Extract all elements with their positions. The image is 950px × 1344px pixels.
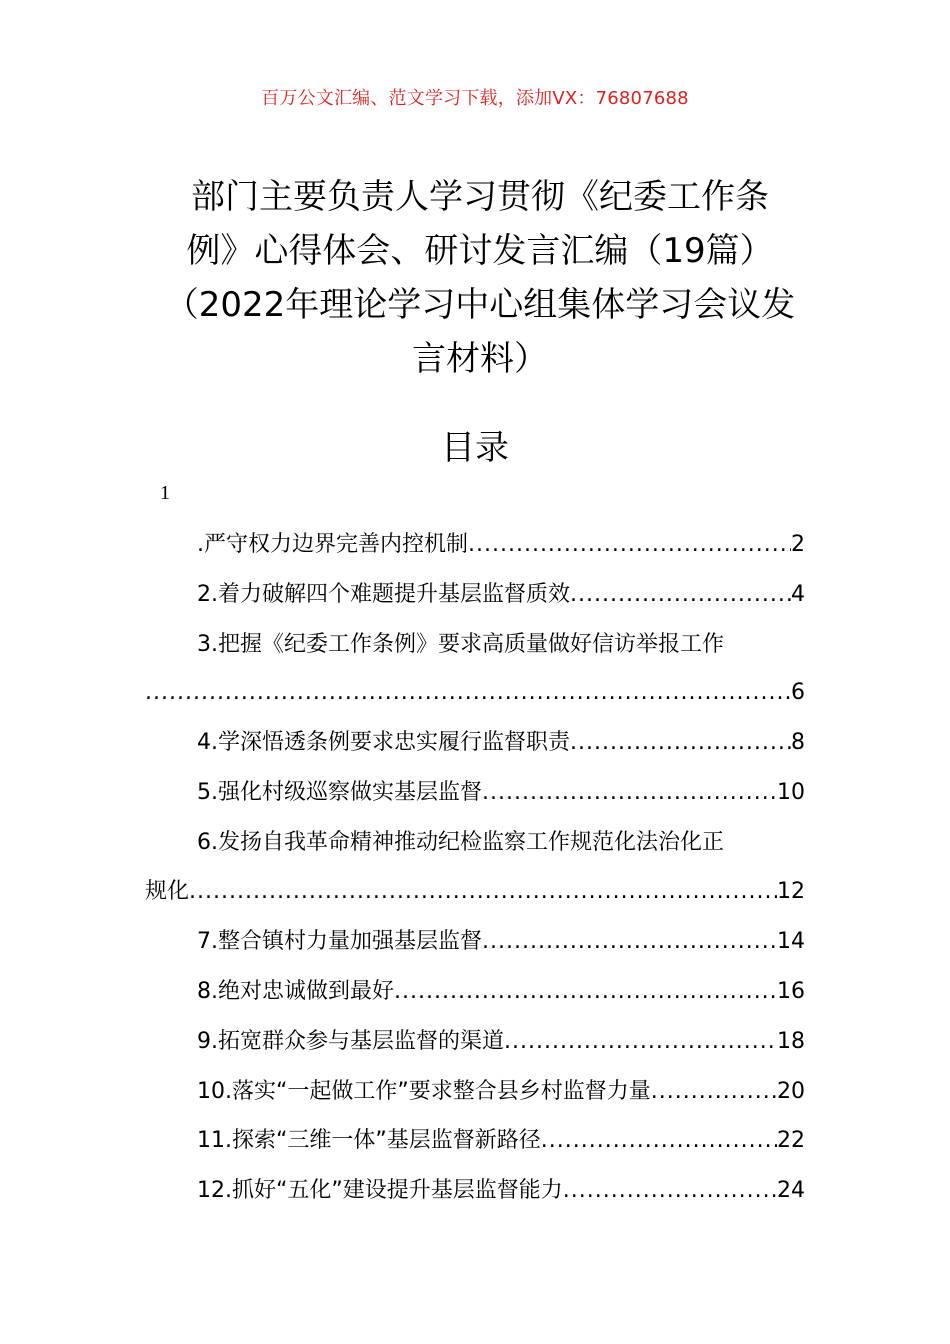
toc-entry-continuation[interactable] xyxy=(145,875,805,909)
toc-entry-page: 12 xyxy=(777,879,805,904)
toc-entry-title: 9.拓宽群众参与基层监督的渠道 xyxy=(197,1029,504,1054)
toc-entry[interactable] xyxy=(145,1174,805,1208)
toc-entry-title: 6.发扬自我革命精神推动纪检监察工作规范化法治化正 xyxy=(197,830,724,855)
toc-entry-title: 7.整合镇村力量加强基层监督 xyxy=(197,929,482,954)
toc-entry[interactable] xyxy=(145,578,805,612)
leader-dots xyxy=(563,1174,777,1208)
toc-entry[interactable] xyxy=(145,925,805,959)
toc-entry-title: 8.绝对忠诚做到最好 xyxy=(197,979,394,1004)
toc-entry-title: 12.抓好“五化”建设提升基层监督能力 xyxy=(197,1178,563,1203)
title-line: （2022年理论学习中心组集体学习会议发 xyxy=(164,285,796,325)
toc-entry[interactable] xyxy=(145,726,805,760)
toc-stray-number: 1 xyxy=(160,482,170,504)
toc-entry-page: 22 xyxy=(777,1128,805,1153)
toc-entry-continuation[interactable] xyxy=(145,676,805,710)
leader-dots xyxy=(504,1025,777,1059)
toc-entry-page: 4 xyxy=(791,582,805,607)
toc-entry[interactable] xyxy=(145,628,805,662)
leader-dots xyxy=(482,776,777,810)
title-line: 部门主要负责人学习贯彻《纪委工作条 xyxy=(191,177,769,217)
toc-entry[interactable] xyxy=(145,1025,805,1059)
leader-dots xyxy=(189,875,777,909)
leader-dots xyxy=(482,925,777,959)
leader-dots xyxy=(570,578,791,612)
toc-entry-title-continuation: 规化 xyxy=(145,879,190,904)
toc-entry-page: 14 xyxy=(777,929,805,954)
toc-entry-page: 10 xyxy=(777,780,805,805)
leader-dots xyxy=(651,1075,777,1109)
toc-entry-title: 11.探索“三维一体”基层监督新路径 xyxy=(197,1128,541,1153)
toc-entry-title: .严守权力边界完善内控机制 xyxy=(197,532,468,557)
promo-banner: 百万公文汇编、范文学习下载，添加VX：76807688 xyxy=(261,88,689,109)
toc-entry[interactable] xyxy=(145,826,805,860)
toc-entry[interactable] xyxy=(145,528,805,562)
leader-dots xyxy=(394,975,777,1009)
toc-entry-page: 8 xyxy=(791,730,805,755)
toc-entry[interactable] xyxy=(145,1075,805,1109)
toc-entry-page: 2 xyxy=(791,532,805,557)
toc-entry-title: 10.落实“一起做工作”要求整合县乡村监督力量 xyxy=(197,1079,651,1104)
toc-entry-page: 18 xyxy=(777,1029,805,1054)
leader-dots xyxy=(570,726,791,760)
title-line: 例》心得体会、研讨发言汇编（19篇） xyxy=(186,231,774,271)
toc-entry-page: 20 xyxy=(777,1079,805,1104)
toc-entry[interactable] xyxy=(145,975,805,1009)
toc-entry-page: 16 xyxy=(777,979,805,1004)
toc-entry-title: 5.强化村级巡察做实基层监督 xyxy=(197,780,482,805)
toc-entry-title: 3.把握《纪委工作条例》要求高质量做好信访举报工作 xyxy=(197,632,724,657)
document-title xyxy=(150,170,810,386)
leader-dots xyxy=(468,528,791,562)
leader-dots xyxy=(541,1124,777,1158)
toc-entry[interactable] xyxy=(145,1124,805,1158)
leader-dots xyxy=(145,676,791,710)
toc-entry-page: 24 xyxy=(777,1178,805,1203)
toc-entry-page: 6 xyxy=(791,680,805,705)
title-line: 言材料） xyxy=(412,339,548,379)
toc-heading: 目录 xyxy=(441,428,509,468)
toc-entry-title: 2.着力破解四个难题提升基层监督质效 xyxy=(197,582,570,607)
toc-entry[interactable] xyxy=(145,776,805,810)
toc-entry-title: 4.学深悟透条例要求忠实履行监督职责 xyxy=(197,730,570,755)
